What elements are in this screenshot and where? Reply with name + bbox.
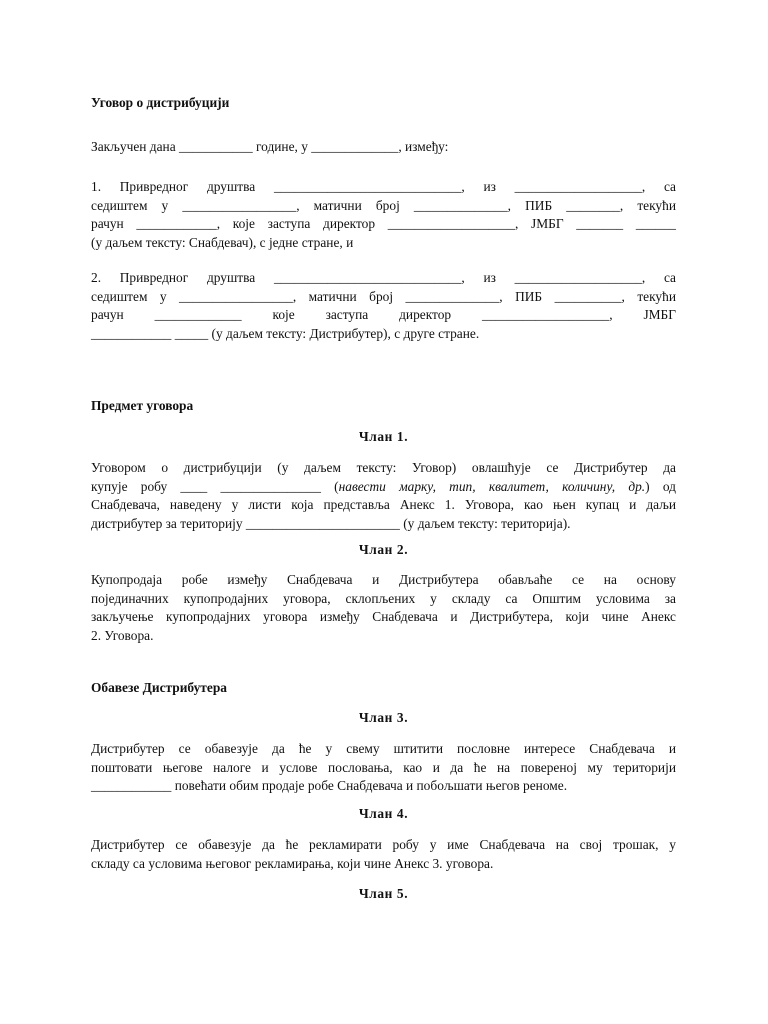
article-5-title: Члан 5. xyxy=(358,886,409,901)
party2-line-1: 2. Привредног друштва ____________________________, из ___________________, са xyxy=(91,270,676,285)
party1-line-3: рачун ____________, које заступа директор ___________________, ЈМБГ _______ ______ xyxy=(91,216,676,231)
article-3-line-2: поштовати његове налоге и услове пословања, као и да ће на повереној му територији xyxy=(91,759,676,775)
party1-line-1: 1. Привредног друштва ____________________________, из ___________________, са xyxy=(91,179,676,194)
article-2-title: Члан 2. xyxy=(358,542,409,557)
article-2-line-4: 2. Уговора. xyxy=(91,627,154,643)
article-1-line-4: дистрибутер за територију _______________________ (у даљем тексту: територија). xyxy=(91,515,571,531)
article-1-text xyxy=(91,459,676,533)
party1-line-2: седиштем у _________________, матични број ______________, ПИБ ________, текући xyxy=(91,197,676,213)
article-4-title: Члан 4. xyxy=(358,806,409,821)
article-2-text xyxy=(91,571,676,645)
party1-paragraph xyxy=(91,178,676,252)
party2-line-4: ____________ _____ (у даљем тексту: Дистрибутер), с друге стране. xyxy=(91,325,480,341)
article-1-line-1: Уговором о дистрибуцији (у даљем тексту: Уговор) овлашћује се Дистрибутер да xyxy=(91,460,676,475)
section-heading-subject: Предмет уговора xyxy=(91,398,194,413)
article-4-line-2: складу са условима његовог рекламирања, који чине Анекс 3. уговора. xyxy=(91,855,494,871)
article-1-line-2 xyxy=(91,478,676,497)
article-1-title: Члан 1. xyxy=(358,429,409,444)
article-3-line-1: Дистрибутер се обавезује да ће у свему штитити пословне интересе Снабдевача и xyxy=(91,741,676,756)
article-4-line-1: Дистрибутер се обавезује да ће рекламирати робу у име Снабдевача на свој трошак, у xyxy=(91,837,676,852)
article-3-title: Члан 3. xyxy=(358,710,409,725)
article-3-text xyxy=(91,740,676,796)
section-heading-obligations: Обавезе Дистрибутера xyxy=(91,680,227,695)
article-2-line-3: закључење купопродајних уговора између Снабдевача и Дистрибутера, који чине Анекс xyxy=(91,609,676,624)
article-1-line-2-b: ) од xyxy=(645,478,676,494)
party2-paragraph xyxy=(91,269,676,343)
document-title: Уговор о дистрибуцији xyxy=(91,95,230,110)
intro-paragraph: Закључен дана ___________ године, у _____________, између: xyxy=(91,139,449,154)
article-1-line-2-a: купује робу ____ _______________ ( xyxy=(91,478,339,494)
article-2-line-1: Купопродаја робе између Снабдевача и Дистрибутера обављаће се на основу xyxy=(91,572,676,587)
party2-line-3: рачун _____________ које заступа директор ___________________, ЈМБГ xyxy=(91,307,676,322)
article-1-line-2-italic: навести марку, тип, квалитет, количину, др. xyxy=(338,478,646,494)
article-2-line-2: појединачних купопродајних уговора, склопљених у складу са Општим условима за xyxy=(91,590,676,606)
party2-line-2: седиштем у _________________, матични број ______________, ПИБ __________, текући xyxy=(91,288,676,304)
article-3-line-3: ____________ повећати обим продаје робе Снабдевача и побољшати његов реноме. xyxy=(91,778,568,793)
article-4-text xyxy=(91,836,676,873)
article-1-line-3: Снабдевача, наведену у листи која представља Анекс 1. Уговора, као њен купац и даљи xyxy=(91,497,676,512)
party1-line-4: (у даљем тексту: Снабдевач), с једне стране, и xyxy=(91,234,354,250)
